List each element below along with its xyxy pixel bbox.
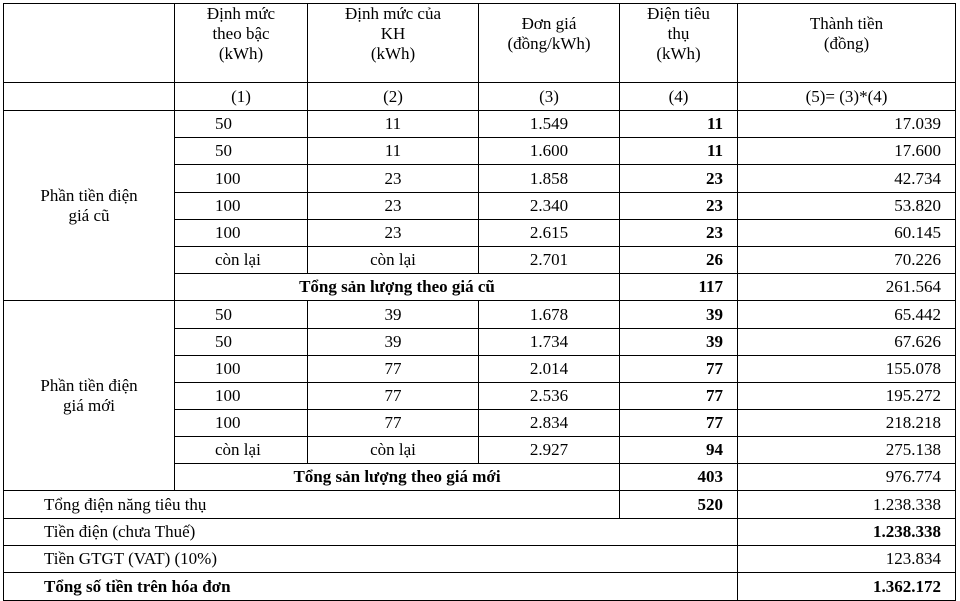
- pre-tax-amount: 1.238.338: [738, 519, 956, 546]
- unit-price-cell: 2.834: [479, 410, 620, 437]
- vat-amount: 123.834: [738, 546, 956, 573]
- unit-price-cell: 1.858: [479, 165, 620, 193]
- unit-price-cell: 2.927: [479, 437, 620, 464]
- consumption-cell: 39: [620, 301, 738, 329]
- consumption-cell: 77: [620, 410, 738, 437]
- grand-total-label: Tổng số tiền trên hóa đơn: [4, 573, 738, 601]
- tier-quota-cell: còn lại: [175, 247, 308, 274]
- header-amount: Thành tiền (đồng): [738, 4, 956, 83]
- consumption-cell: 23: [620, 193, 738, 220]
- total-consumption-amount: 1.238.338: [738, 491, 956, 519]
- index-empty-cell: [4, 83, 175, 111]
- unit-price-cell: 2.615: [479, 220, 620, 247]
- header-customer-quota: Định mức của KH (kWh): [308, 4, 479, 83]
- unit-price-cell: 1.734: [479, 329, 620, 356]
- consumption-cell: 26: [620, 247, 738, 274]
- amount-cell: 53.820: [738, 193, 956, 220]
- tier-quota-cell: 100: [175, 356, 308, 383]
- grand-total-amount: 1.362.172: [738, 573, 956, 601]
- tier-quota-cell: 50: [175, 111, 308, 138]
- new-price-total-amount: 976.774: [738, 464, 956, 491]
- old-price-group-label: Phần tiền điện giá cũ: [4, 111, 175, 301]
- customer-quota-cell: 11: [308, 111, 479, 138]
- pre-tax-label: Tiền điện (chưa Thuế): [4, 519, 738, 546]
- tier-quota-cell: 100: [175, 383, 308, 410]
- old-price-total-label: Tổng sản lượng theo giá cũ: [175, 274, 620, 301]
- vat-label: Tiền GTGT (VAT) (10%): [4, 546, 738, 573]
- new-price-total-label: Tổng sản lượng theo giá mới: [175, 464, 620, 491]
- old-price-total-kwh: 117: [620, 274, 738, 301]
- unit-price-cell: 2.536: [479, 383, 620, 410]
- consumption-cell: 77: [620, 356, 738, 383]
- tier-quota-cell: 100: [175, 410, 308, 437]
- tier-quota-cell: 100: [175, 220, 308, 247]
- grand-total-row: [4, 573, 956, 601]
- consumption-cell: 39: [620, 329, 738, 356]
- customer-quota-cell: 77: [308, 410, 479, 437]
- unit-price-cell: 2.340: [479, 193, 620, 220]
- header-row: [4, 4, 956, 83]
- tier-quota-cell: còn lại: [175, 437, 308, 464]
- index-cell: (1): [175, 83, 308, 111]
- tier-quota-cell: 100: [175, 193, 308, 220]
- table-row: [4, 111, 956, 138]
- consumption-cell: 23: [620, 165, 738, 193]
- vat-row: [4, 546, 956, 573]
- customer-quota-cell: 39: [308, 329, 479, 356]
- index-cell: (4): [620, 83, 738, 111]
- new-price-total-kwh: 403: [620, 464, 738, 491]
- index-row: [4, 83, 956, 111]
- total-consumption-kwh: 520: [620, 491, 738, 519]
- total-consumption-label: Tổng điện năng tiêu thụ: [4, 491, 620, 519]
- amount-cell: 60.145: [738, 220, 956, 247]
- old-price-total-amount: 261.564: [738, 274, 956, 301]
- amount-cell: 275.138: [738, 437, 956, 464]
- consumption-cell: 94: [620, 437, 738, 464]
- customer-quota-cell: 77: [308, 383, 479, 410]
- table-row: [4, 301, 956, 329]
- customer-quota-cell: 11: [308, 138, 479, 165]
- unit-price-cell: 1.600: [479, 138, 620, 165]
- index-cell: (2): [308, 83, 479, 111]
- tier-quota-cell: 50: [175, 301, 308, 329]
- tier-quota-cell: 100: [175, 165, 308, 193]
- consumption-cell: 77: [620, 383, 738, 410]
- header-empty-cell: [4, 4, 175, 83]
- amount-cell: 17.039: [738, 111, 956, 138]
- unit-price-cell: 2.701: [479, 247, 620, 274]
- electricity-bill-table: [3, 3, 956, 601]
- amount-cell: 218.218: [738, 410, 956, 437]
- index-cell: (3): [479, 83, 620, 111]
- customer-quota-cell: 23: [308, 220, 479, 247]
- tier-quota-cell: 50: [175, 138, 308, 165]
- amount-cell: 67.626: [738, 329, 956, 356]
- header-tier-quota: Định mức theo bậc (kWh): [175, 4, 308, 83]
- customer-quota-cell: 39: [308, 301, 479, 329]
- consumption-cell: 23: [620, 220, 738, 247]
- unit-price-cell: 1.549: [479, 111, 620, 138]
- customer-quota-cell: 77: [308, 356, 479, 383]
- consumption-cell: 11: [620, 138, 738, 165]
- consumption-cell: 11: [620, 111, 738, 138]
- tier-quota-cell: 50: [175, 329, 308, 356]
- customer-quota-cell: 23: [308, 165, 479, 193]
- header-unit-price: Đơn giá (đồng/kWh): [479, 4, 620, 83]
- new-price-group-label: Phần tiền điện giá mới: [4, 301, 175, 491]
- amount-cell: 195.272: [738, 383, 956, 410]
- amount-cell: 17.600: [738, 138, 956, 165]
- pre-tax-row: [4, 519, 956, 546]
- customer-quota-cell: còn lại: [308, 437, 479, 464]
- amount-cell: 42.734: [738, 165, 956, 193]
- unit-price-cell: 2.014: [479, 356, 620, 383]
- amount-cell: 70.226: [738, 247, 956, 274]
- unit-price-cell: 1.678: [479, 301, 620, 329]
- amount-cell: 65.442: [738, 301, 956, 329]
- customer-quota-cell: 23: [308, 193, 479, 220]
- total-consumption-row: [4, 491, 956, 519]
- index-cell: (5)= (3)*(4): [738, 83, 956, 111]
- customer-quota-cell: còn lại: [308, 247, 479, 274]
- amount-cell: 155.078: [738, 356, 956, 383]
- header-consumption: Điện tiêu thụ (kWh): [620, 4, 738, 83]
